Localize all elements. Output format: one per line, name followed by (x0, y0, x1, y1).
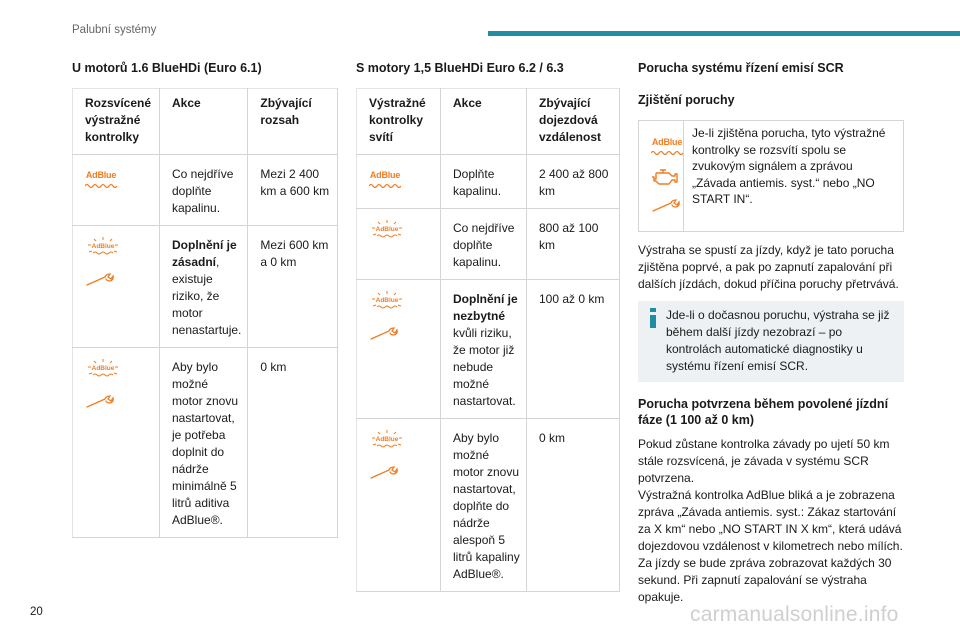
table-header-cell: Výstražné kontrolky svítí (357, 89, 441, 155)
table-cell-action: Aby bylo možné motor znovu nastartovat, doplňte do nádrže alespoň 5 litrů kapaliny AdBlue®. (441, 419, 527, 592)
table-cell-range: 0 km (527, 419, 620, 592)
adblue-warning-icon (85, 237, 121, 259)
table-header-cell: Zbývající dojezdová vzdálenost (527, 89, 620, 155)
engine-warning-icon (651, 167, 679, 187)
table-cell-action: Doplňte kapalinu. (441, 155, 527, 209)
table-cell-icons (357, 280, 441, 419)
warning-icons (639, 121, 684, 231)
info-text: Jde-li o dočasnou poruchu, výstraha se již během další jízdy nezobrazí – po kontrolách automatické diagnostiky u systému řízení emisí SCR. (666, 308, 890, 373)
warning-box (638, 120, 904, 232)
table-cell-range: Mezi 600 km a 0 km (248, 226, 338, 348)
table1 (72, 88, 338, 538)
adblue-warning-icon: AdBlue (651, 133, 683, 155)
table-cell-icons (357, 155, 441, 209)
table-cell-range: 100 až 0 km (527, 280, 620, 419)
page-number: 20 (30, 606, 43, 618)
table-cell-range: 0 km (248, 348, 338, 538)
table-row (357, 280, 620, 419)
section-title-scr: Porucha systému řízení emisí SCR (638, 61, 844, 75)
table-cell-range: Mezi 2 400 km a 600 km (248, 155, 338, 226)
table-cell-icons (73, 155, 160, 226)
info-box (638, 301, 904, 382)
table-row (73, 348, 338, 538)
table-cell-range: 2 400 až 800 km (527, 155, 620, 209)
table-header-cell: Zbývající rozsah (248, 89, 338, 155)
adblue-warning-icon: AdBlue (369, 166, 401, 188)
table-row (357, 155, 620, 209)
paragraph: Výstraha se spustí za jízdy, když je tato porucha zjištěna poprvé, a pak po zapnutí zapalování při dalších jízdách, dokud příčina poruchy přetrvává. (638, 243, 899, 291)
svg-text:AdBlue: AdBlue (91, 243, 115, 250)
table-cell-action: Co nejdříve doplňte kapalinu. (441, 209, 527, 280)
table-cell-action: Doplnění je nezbytné kvůli riziku, že motor již nebude možné nastartovat. (441, 280, 527, 419)
table-row (357, 209, 620, 280)
table1-title: U motorů 1.6 BlueHDi (Euro 6.1) (72, 61, 262, 75)
table-cell-action: Co nejdříve doplňte kapalinu. (160, 155, 248, 226)
detect-title: Zjištění poruchy (638, 93, 735, 107)
svg-text:AdBlue: AdBlue (375, 436, 399, 443)
adblue-warning-icon (369, 430, 405, 452)
adblue-warning-icon (369, 291, 405, 313)
column-1 (72, 60, 338, 538)
table2-title: S motory 1,5 BlueHDi Euro 6.2 / 6.3 (356, 61, 564, 75)
confirmed-title: Porucha potvrzena během povolené jízdní fáze (1 100 až 0 km) (638, 397, 889, 427)
info-icon (646, 308, 660, 328)
svg-text:AdBlue: AdBlue (375, 226, 399, 233)
paragraph: Za jízdy se bude zpráva zobrazovat každých 30 sekund. Při zapnutí zapalování se výstraha opakuje. (638, 556, 892, 604)
paragraph: Výstražná kontrolka AdBlue bliká a je zobrazena zpráva „Závada antiemis. syst.: Zákaz startování za X km“ nebo „NO START IN X km“, která udává dojezdovou vzdálenost v kilometrech nebo mílích. (638, 488, 903, 553)
table-cell-icons (73, 348, 160, 538)
svg-text:AdBlue: AdBlue (91, 365, 115, 372)
paragraph: Pokud zůstane kontrolka závady po ujetí 50 km stále rozsvícená, je závada v systému SCR potvrzena. (638, 437, 890, 485)
table2 (356, 88, 620, 592)
table-header-row (357, 89, 620, 155)
watermark: carmanualsonline.info (690, 603, 899, 626)
service-wrench-icon (85, 273, 115, 287)
table-cell-range: 800 až 100 km (527, 209, 620, 280)
warning-text: Je-li zjištěna porucha, tyto výstražné kontrolky se rozsvítí spolu se zvukovým signálem a zprávou „Závada antiemis. syst.“ nebo „NO START IN“. (692, 126, 886, 206)
service-wrench-icon (369, 466, 399, 480)
table-row (73, 155, 338, 226)
table-cell-action: Aby bylo možné motor znovu nastartovat, je potřeba doplnit do nádrže minimálně 5 litrů aditiva AdBlue®. (160, 348, 248, 538)
svg-text:AdBlue: AdBlue (375, 297, 399, 304)
adblue-warning-icon: AdBlue (85, 166, 117, 188)
header-title: Palubní systémy (72, 24, 157, 36)
service-wrench-icon (85, 395, 115, 409)
table-cell-action: Doplnění je zásadní, existuje riziko, že motor nenastartuje. (160, 226, 248, 348)
table-cell-icons (73, 226, 160, 348)
table-header-row (73, 89, 338, 155)
table-cell-icons (357, 419, 441, 592)
table-cell-icons (357, 209, 441, 280)
header-accent-bar (488, 31, 960, 36)
table-row (357, 419, 620, 592)
table-row (73, 226, 338, 348)
column-3 (638, 60, 904, 614)
table-header-cell: Akce (441, 89, 527, 155)
adblue-warning-icon (369, 220, 405, 242)
service-wrench-icon (651, 199, 681, 213)
adblue-warning-icon (85, 359, 121, 381)
table-header-cell: Rozsvícené výstražné kontrolky (73, 89, 160, 155)
service-wrench-icon (369, 327, 399, 341)
table-header-cell: Akce (160, 89, 248, 155)
column-2 (356, 60, 620, 592)
